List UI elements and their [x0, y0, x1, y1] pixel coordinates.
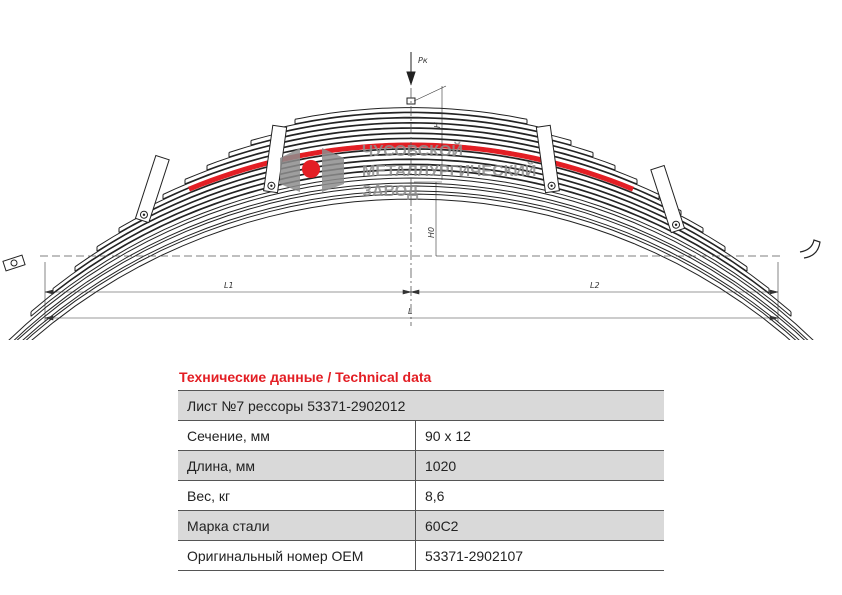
- row-value: 1020: [416, 451, 665, 481]
- l2-label: L2: [590, 281, 600, 290]
- l1-label: L1: [224, 281, 234, 290]
- logo-line-3: ЗАВОД: [362, 183, 419, 200]
- h0-label: H0: [427, 226, 436, 238]
- row-label: Длина, мм: [178, 451, 416, 481]
- left-eye: [3, 255, 25, 271]
- table-row: [178, 481, 664, 511]
- row-label: Сечение, мм: [178, 421, 416, 451]
- logo-line-1: ЧУСОВСКОЙ: [362, 143, 464, 160]
- table-row: [178, 541, 664, 571]
- right-hook: [800, 240, 820, 258]
- table-header-cell: Лист №7 рессоры 53371-2902012: [178, 391, 664, 421]
- l-label: L: [408, 307, 413, 316]
- row-label: Оригинальный номер OEM: [178, 541, 416, 571]
- row-label: Марка стали: [178, 511, 416, 541]
- rebound-clamp: [651, 166, 685, 233]
- table-header-row: [178, 391, 664, 421]
- table-row: [178, 421, 664, 451]
- load-label: Pк: [418, 56, 428, 65]
- row-value: 90 х 12: [416, 421, 665, 451]
- technical-data-title: Технические данные / Technical data: [179, 369, 432, 385]
- row-value: 53371-2902107: [416, 541, 665, 571]
- table-row: [178, 451, 664, 481]
- height-label: H: [433, 121, 442, 128]
- row-value: 60С2: [416, 511, 665, 541]
- load-arrow: [407, 52, 415, 84]
- row-value: 8,6: [416, 481, 665, 511]
- row-label: Вес, кг: [178, 481, 416, 511]
- rebound-clamp: [135, 156, 169, 223]
- technical-data-table: [178, 390, 664, 571]
- table-row: [178, 511, 664, 541]
- technical-data: [178, 369, 664, 571]
- logo-line-2: МЕТАЛЛУРГИЧЕСКИЙ: [362, 163, 537, 180]
